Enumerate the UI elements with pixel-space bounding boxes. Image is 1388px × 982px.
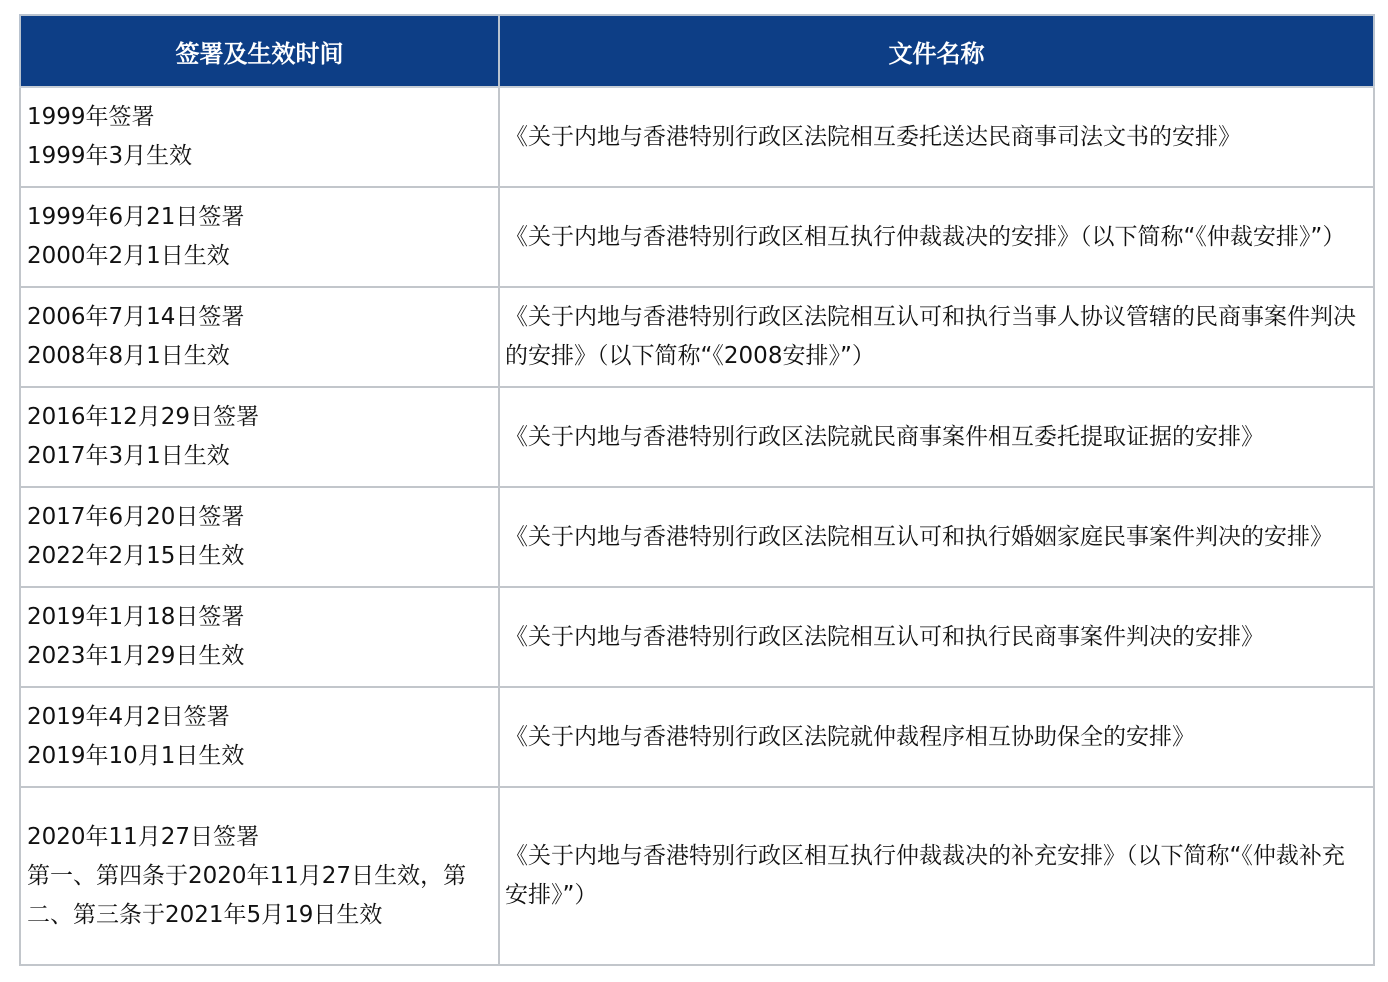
table-body <box>20 87 1374 965</box>
effective-date: 1999年3月生效 <box>27 143 193 169</box>
effective-date: 2019年10月1日生效 <box>27 743 245 769</box>
table-row <box>20 87 1374 187</box>
header-row <box>20 15 1374 87</box>
document-title-cell: 《关于内地与香港特别行政区法院相互委托送达民商事司法文书的安排》 <box>499 87 1374 187</box>
signing-date: 2017年6月20日签署 <box>27 504 245 530</box>
document-title-cell: 《关于内地与香港特别行政区法院相互认可和执行民商事案件判决的安排》 <box>499 587 1374 687</box>
signing-date: 1999年签署 <box>27 104 155 130</box>
signing-date: 1999年6月21日签署 <box>27 204 245 230</box>
signing-date: 2006年7月14日签署 <box>27 304 245 330</box>
date-cell <box>20 587 499 687</box>
document-title-cell: 《关于内地与香港特别行政区相互执行仲裁裁决的安排》（以下简称“《仲裁安排》”） <box>499 187 1374 287</box>
date-cell <box>20 87 499 187</box>
document-title-cell: 《关于内地与香港特别行政区法院相互认可和执行婚姻家庭民事案件判决的安排》 <box>499 487 1374 587</box>
table-row <box>20 587 1374 687</box>
signing-date: 2019年4月2日签署 <box>27 704 230 730</box>
signing-date: 2019年1月18日签署 <box>27 604 245 630</box>
document-title-cell: 《关于内地与香港特别行政区法院相互认可和执行当事人协议管辖的民商事案件判决的安排》（以下简称“《2008安排》”） <box>499 287 1374 387</box>
date-cell <box>20 687 499 787</box>
effective-date: 2017年3月1日生效 <box>27 443 230 469</box>
arrangements-table-container <box>19 14 1373 966</box>
table-row <box>20 487 1374 587</box>
date-cell <box>20 487 499 587</box>
date-cell <box>20 787 499 965</box>
arrangements-table <box>19 14 1375 966</box>
document-title-cell: 《关于内地与香港特别行政区相互执行仲裁裁决的补充安排》（以下简称“《仲裁补充安排》”） <box>499 787 1374 965</box>
table-row <box>20 787 1374 965</box>
header-document-column: 文件名称 <box>499 15 1374 87</box>
signing-date: 2016年12月29日签署 <box>27 404 260 430</box>
effective-date: 2022年2月15日生效 <box>27 543 245 569</box>
effective-date: 第一、第四条于2020年11月27日生效，第二、第三条于2021年5月19日生效 <box>27 862 467 928</box>
effective-date: 2023年1月29日生效 <box>27 643 245 669</box>
date-cell <box>20 187 499 287</box>
table-row <box>20 287 1374 387</box>
document-title-cell: 《关于内地与香港特别行政区法院就仲裁程序相互协助保全的安排》 <box>499 687 1374 787</box>
table-header <box>20 15 1374 87</box>
date-cell <box>20 387 499 487</box>
header-date-column: 签署及生效时间 <box>20 15 499 87</box>
date-cell <box>20 287 499 387</box>
document-title-cell: 《关于内地与香港特别行政区法院就民商事案件相互委托提取证据的安排》 <box>499 387 1374 487</box>
effective-date: 2008年8月1日生效 <box>27 343 230 369</box>
table-row <box>20 687 1374 787</box>
table-row <box>20 187 1374 287</box>
signing-date: 2020年11月27日签署 <box>27 823 260 850</box>
table-row <box>20 387 1374 487</box>
effective-date: 2000年2月1日生效 <box>27 243 230 269</box>
